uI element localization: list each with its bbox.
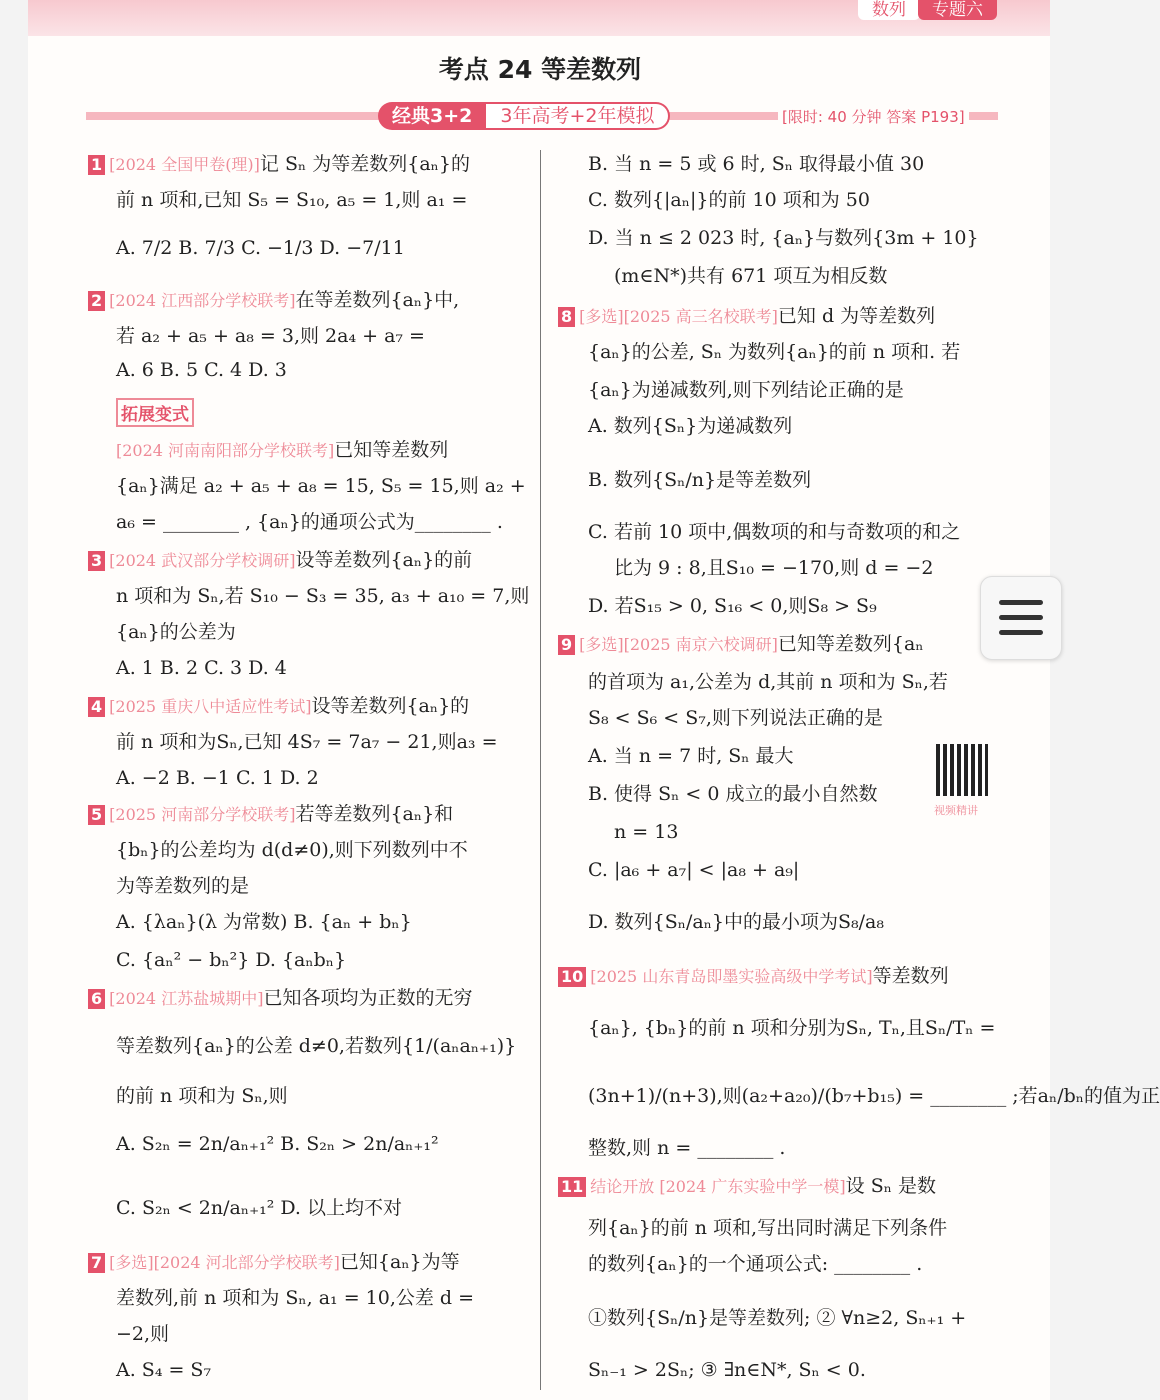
line-text: 已知各项均为正数的无穷 (263, 987, 473, 1009)
line-text: B. 当 n = 5 或 6 时, Sₙ 取得最小值 30 (588, 153, 925, 175)
line-text: Sₙ₋₁ > 2Sₙ; ③ ∃n∈N*, Sₙ < 0. (588, 1359, 866, 1381)
line-text: 记 Sₙ 为等差数列{aₙ}的 (259, 153, 470, 175)
text-line (588, 340, 960, 364)
text-line (588, 226, 979, 250)
question-line (558, 1174, 936, 1199)
text-line (588, 378, 904, 402)
text-line (588, 670, 948, 694)
section-banner (378, 102, 670, 130)
line-text: A. 当 n = 7 时, Sₙ 最大 (588, 745, 794, 767)
question-number: 4 (88, 697, 105, 717)
line-text: 已知等差数列 (334, 439, 449, 461)
line-text: 在等差数列{aₙ}中, (295, 289, 460, 311)
line-text: 整数,则 n = ________ . (588, 1137, 786, 1159)
line-text: 已知等差数列{aₙ (777, 633, 924, 655)
text-line (588, 594, 877, 618)
text-line (588, 468, 811, 492)
page-title: 考点 24 等差数列 (438, 55, 642, 84)
line-text: a₆ = ________ , {aₙ}的通项公式为________ . (116, 511, 503, 533)
text-line (588, 1084, 1160, 1108)
line-text: 差数列,前 n 项和为 Sₙ, a₁ = 10,公差 d = (116, 1287, 475, 1309)
qr-code-icon[interactable] (936, 744, 988, 796)
question-source: [2024 武汉部分学校调研] (109, 551, 296, 570)
banner-right: 3年高考+2年模拟 (486, 102, 670, 130)
line-text: A. 数列{Sₙ}为递减数列 (588, 415, 793, 437)
question-number: 1 (88, 155, 105, 175)
line-text: (3n+1)/(n+3),则(a₂+a₂₀)/(b₇+b₁₅) = ________ ;若aₙ/bₙ的值为正 (588, 1085, 1160, 1107)
question-line (88, 548, 472, 573)
text-line (614, 556, 933, 580)
qr-label: 视频精讲 (934, 804, 978, 817)
question-line (558, 304, 935, 329)
text-line (116, 1286, 474, 1310)
question-line (88, 1250, 460, 1275)
topic-tag: 专题六 (918, 0, 997, 20)
line-text: S₈ < S₆ < S₇,则下列说法正确的是 (588, 707, 883, 729)
question-source: [多选][2025 南京六校调研] (579, 635, 778, 654)
line-text: 若等差数列{aₙ}和 (295, 803, 454, 825)
text-line (588, 188, 870, 212)
line-text: 的首项为 a₁,公差为 d,其前 n 项和为 Sₙ,若 (588, 671, 948, 693)
line-text: C. 若前 10 项中,偶数项的和与奇数项的和之 (588, 521, 961, 543)
line-text: C. |a₆ + a₇| < |a₈ + a₉| (588, 859, 800, 881)
menu-icon (999, 600, 1043, 605)
chapter-tag: 数列 (858, 0, 920, 20)
question-source: [2024 江苏盐城期中] (109, 989, 264, 1008)
question-number: 9 (558, 635, 575, 655)
question-source: [2024 全国甲卷(理)] (109, 155, 260, 174)
line-text: B. 数列{Sₙ/n}是等差数列 (588, 469, 812, 491)
line-text: A. {λaₙ}(λ 为常数) B. {aₙ + bₙ} (116, 911, 412, 933)
question-line (558, 632, 924, 657)
text-line (588, 858, 799, 882)
line-text: C. {aₙ² − bₙ²} D. {aₙbₙ} (116, 949, 347, 971)
question-source: [2025 重庆八中适应性考试] (109, 697, 312, 716)
line-text: 设 Sₙ 是数 (845, 1175, 936, 1197)
line-text: {bₙ}的公差均为 d(d≠0),则下列数列中不 (116, 839, 468, 861)
line-text: D. 当 n ≤ 2 023 时, {aₙ}与数列{3m + 10} (588, 227, 979, 249)
question-source: [2025 山东青岛即墨实验高级中学考试] (590, 967, 873, 986)
question-number: 2 (88, 291, 105, 311)
line-text: 若 a₂ + a₅ + a₈ = 3,则 2a₄ + a₇ = (116, 325, 425, 347)
column-divider (540, 150, 541, 1390)
text-line (588, 1216, 947, 1240)
text-line (588, 520, 960, 544)
banner-left: 经典3+2 (378, 102, 486, 130)
question-number: 3 (88, 551, 105, 571)
text-line (614, 264, 887, 288)
text-line (116, 1196, 402, 1220)
text-line (588, 744, 794, 768)
text-line (588, 1136, 785, 1160)
text-line (588, 152, 924, 176)
text-line (116, 766, 319, 790)
question-number: 11 (558, 1177, 586, 1197)
line-text: A. −2 B. −1 C. 1 D. 2 (116, 767, 319, 789)
line-text: A. 7/2 B. 7/3 C. −1/3 D. −7/11 (116, 237, 405, 259)
line-text: 的数列{aₙ}的一个通项公式: ________ . (588, 1253, 923, 1275)
line-text: A. 1 B. 2 C. 3 D. 4 (116, 657, 287, 679)
line-text: 前 n 项和,已知 S₅ = S₁₀, a₅ = 1,则 a₁ = (116, 189, 468, 211)
text-line (116, 1132, 439, 1156)
question-source: [2024 江西部分学校联考] (109, 291, 296, 310)
question-line (88, 802, 453, 827)
line-text: 比为 9 : 8,且S₁₀ = −170,则 d = −2 (614, 557, 934, 579)
text-line (588, 910, 884, 934)
text-line (116, 838, 468, 862)
line-text: B. 使得 Sₙ < 0 成立的最小自然数 (588, 783, 878, 805)
text-line (116, 730, 498, 754)
question-number: 10 (558, 967, 586, 987)
line-text: 设等差数列{aₙ}的前 (295, 549, 473, 571)
line-text: {aₙ}的公差, Sₙ 为数列{aₙ}的前 n 项和. 若 (588, 341, 961, 363)
line-text: C. S₂ₙ < 2n/aₙ₊₁² D. 以上均不对 (116, 1197, 403, 1219)
line-text: 前 n 项和为Sₙ,已知 4S₇ = 7a₇ − 21,则a₃ = (116, 731, 498, 753)
line-text: A. 6 B. 5 C. 4 D. 3 (116, 359, 287, 381)
extension-label: 拓展变式 (116, 398, 194, 427)
line-text: −2,则 (116, 1323, 170, 1345)
line-text: 已知{aₙ}为等 (339, 1251, 460, 1273)
text-line (588, 1016, 995, 1040)
question-number: 7 (88, 1253, 105, 1273)
text-line (116, 584, 529, 608)
menu-button[interactable] (980, 576, 1062, 660)
menu-icon-bar (999, 615, 1043, 620)
line-text: 的前 n 项和为 Sₙ,则 (116, 1085, 288, 1107)
text-line (588, 706, 883, 730)
question-source: [多选][2025 高三名校联考] (579, 307, 778, 326)
line-text: 等差数列{aₙ}的公差 d≠0,若数列{1/(aₙaₙ₊₁)} (116, 1035, 517, 1057)
line-text: n 项和为 Sₙ,若 S₁₀ − S₃ = 35, a₃ + a₁₀ = 7,则 (116, 585, 530, 607)
text-line (588, 1358, 866, 1382)
text-line (116, 620, 236, 644)
text-line (588, 1306, 966, 1330)
line-text: {aₙ}的公差为 (116, 621, 236, 643)
line-text: D. 数列{Sₙ/aₙ}中的最小项为S₈/a₈ (588, 911, 884, 933)
question-line (88, 288, 459, 313)
text-line (116, 236, 405, 260)
text-line (116, 1084, 288, 1108)
line-text: A. S₄ = S₇ (116, 1359, 212, 1381)
text-line (116, 438, 448, 463)
line-text: 等差数列 (872, 965, 949, 987)
text-line (116, 358, 287, 382)
text-line (116, 1322, 169, 1346)
text-line (116, 1358, 211, 1382)
line-text: 设等差数列{aₙ}的 (311, 695, 470, 717)
question-line (88, 152, 470, 177)
text-line (116, 656, 287, 680)
line-text: {aₙ}为递减数列,则下列结论正确的是 (588, 379, 904, 401)
line-text: C. 数列{|aₙ|}的前 10 项和为 50 (588, 189, 870, 211)
question-line (88, 694, 469, 719)
text-line (116, 874, 249, 898)
text-line (116, 474, 526, 498)
menu-icon-bar (999, 630, 1043, 635)
question-line (88, 986, 472, 1011)
text-line (116, 510, 503, 534)
text-line (588, 1252, 922, 1276)
text-line (116, 1034, 516, 1058)
text-line (588, 414, 792, 438)
question-source: [2025 河南部分学校联考] (109, 805, 296, 824)
question-source: 结论开放 [2024 广东实验中学一模] (590, 1177, 846, 1196)
question-source: [多选][2024 河北部分学校联考] (109, 1253, 340, 1272)
question-source: [2024 河南南阳部分学校联考] (116, 441, 335, 460)
question-number: 5 (88, 805, 105, 825)
line-text: A. S₂ₙ = 2n/aₙ₊₁² B. S₂ₙ > 2n/aₙ₊₁² (116, 1133, 439, 1155)
line-text: D. 若S₁₅ > 0, S₁₆ < 0,则S₈ > S₉ (588, 595, 877, 617)
line-text: 列{aₙ}的前 n 项和,写出同时满足下列条件 (588, 1217, 948, 1239)
text-line (116, 948, 346, 972)
line-text: {aₙ}, {bₙ}的前 n 项和分别为Sₙ, Tₙ,且Sₙ/Tₙ = (588, 1017, 996, 1039)
question-line (558, 964, 949, 989)
text-line (116, 324, 425, 348)
text-line (116, 910, 412, 934)
line-text: n = 13 (614, 821, 679, 843)
text-line (614, 820, 678, 844)
text-line (116, 188, 467, 212)
line-text: (m∈N*)共有 671 项互为相反数 (614, 265, 888, 287)
question-number: 8 (558, 307, 575, 327)
line-text: {aₙ}满足 a₂ + a₅ + a₈ = 15, S₅ = 15,则 a₂ + (116, 475, 526, 497)
question-number: 6 (88, 989, 105, 1009)
line-text: ①数列{Sₙ/n}是等差数列; ② ∀n≥2, Sₙ₊₁ + (588, 1307, 967, 1329)
time-limit: [限时: 40 分钟 答案 P193] (778, 106, 969, 127)
line-text: 已知 d 为等差数列 (777, 305, 936, 327)
text-line (588, 782, 877, 806)
line-text: 为等差数列的是 (116, 875, 250, 897)
